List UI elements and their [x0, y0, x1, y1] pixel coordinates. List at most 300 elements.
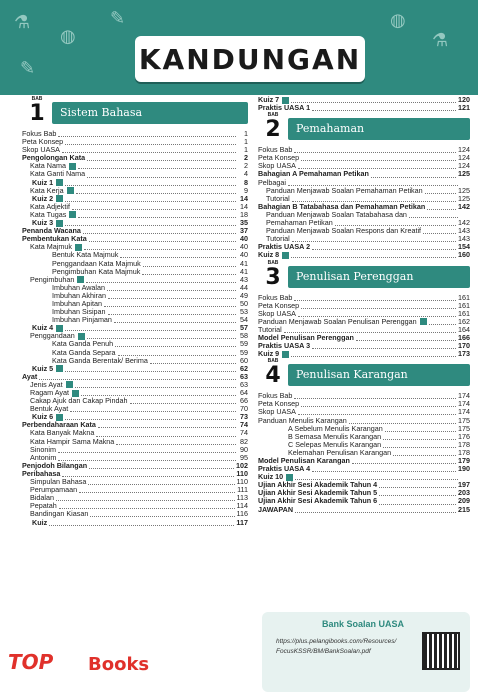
toc-entry-title: Kata Hampir Sama Makna: [30, 436, 115, 446]
toc-entry-page: 44: [240, 282, 248, 292]
dot-leader: [87, 172, 236, 178]
qr-code-icon[interactable]: [282, 252, 289, 259]
toc-entry[interactable]: [258, 350, 470, 358]
bab-label: BAB: [31, 96, 43, 102]
bab-number-box: [262, 112, 284, 144]
qr-code-icon[interactable]: [420, 318, 427, 325]
toc-entry-page: 60: [240, 355, 248, 365]
dot-leader: [352, 458, 456, 464]
qr-code-icon[interactable]: [56, 365, 63, 372]
toc-entry[interactable]: [258, 243, 470, 251]
toc-entry-page: 40: [240, 242, 248, 252]
dot-leader: [288, 180, 458, 186]
toc-entry-page: 110: [236, 468, 248, 478]
dot-leader: [301, 303, 456, 309]
toc-entry-page: 111: [237, 485, 248, 495]
toc-entry-page: 53: [240, 307, 248, 317]
toc-entry-title: Pemahaman Petikan: [266, 218, 333, 228]
toc-entry-page: 197: [458, 480, 470, 490]
dot-leader: [108, 309, 236, 315]
toc-entry-title: Skop UASA: [258, 407, 296, 417]
dot-leader: [65, 196, 236, 202]
toc-entry-title: Perumpamaan: [30, 485, 78, 495]
bab-number-box: [262, 260, 284, 292]
toc-entry[interactable]: [22, 405, 248, 413]
toc-entry-page: 142: [458, 218, 470, 228]
bab-header-3: [258, 259, 470, 290]
toc-entry-title: Kata Banyak Makna: [30, 428, 95, 438]
toc-entry-title: Fokus Bab: [258, 391, 293, 401]
dot-leader: [292, 236, 456, 242]
dot-leader: [385, 426, 456, 432]
toc-entry-title: Penanda Wacana: [22, 226, 81, 236]
toc-entry-page: 35: [240, 218, 248, 228]
toc-entry-title: Bahagian B Tatabahasa dan Pemahaman Petikan: [258, 201, 426, 211]
pencil-icon: ✎: [110, 8, 126, 29]
dot-leader: [79, 487, 235, 493]
dot-leader: [294, 393, 456, 399]
bab-label: BAB: [267, 112, 279, 119]
dot-leader: [90, 511, 234, 517]
dot-leader: [108, 293, 236, 299]
toc-entry-title: Antonim: [30, 452, 57, 462]
toc-entry-page: 124: [458, 153, 470, 163]
left-column: [22, 96, 248, 527]
toc-entry-title: Bandingan Kiasan: [30, 509, 89, 519]
toc-entry-page: 49: [240, 290, 248, 300]
toc-entry-title: Fokus Bab: [258, 292, 293, 302]
bank-url-line2[interactable]: FocusKSSR/BM/BankSoalan.pdf: [276, 648, 371, 655]
toc-entry-title: Pepatah: [30, 501, 57, 511]
toc-entry-page: 190: [458, 464, 470, 474]
toc-entry-page: 95: [240, 452, 248, 462]
page-title: KANDUNGAN: [138, 42, 362, 76]
dot-leader: [65, 220, 236, 226]
dot-leader: [65, 366, 236, 372]
bab-title: Sistem Bahasa: [52, 102, 248, 124]
toc-entry-title: Fokus Bab: [258, 145, 293, 155]
dot-leader: [312, 244, 456, 250]
bab-title: Pemahaman: [288, 118, 470, 140]
toc-entry-page: 63: [240, 371, 248, 381]
toc-entry-page: 178: [458, 447, 470, 457]
pencil-icon: ✎: [20, 58, 36, 79]
toc-entry-title: Pembentukan Kata: [22, 234, 87, 244]
dot-leader: [58, 447, 236, 453]
logo-books: Books: [88, 654, 150, 675]
toc-entry-title: Ujian Akhir Sesi Akademik Tahun 4: [258, 480, 378, 490]
dot-leader: [56, 495, 235, 501]
dot-leader: [89, 463, 234, 469]
toc-entry-page: 1: [244, 129, 248, 138]
dot-leader: [118, 350, 236, 356]
toc-entry[interactable]: [258, 170, 470, 178]
toc-entry-title: Bidalan: [30, 493, 54, 503]
toc-entry-title: Kuiz 6: [32, 412, 54, 422]
dot-leader: [58, 131, 236, 137]
toc-entry[interactable]: [22, 486, 248, 494]
bank-title: Bank Soalan UASA: [322, 619, 405, 629]
dot-leader: [294, 295, 456, 301]
dot-leader: [78, 212, 236, 218]
toc-entry-page: 40: [240, 234, 248, 244]
dot-leader: [312, 105, 456, 111]
toc-entry-title: Pengimbuhan: [30, 274, 75, 284]
dot-leader: [429, 319, 456, 325]
toc-entry-page: 1: [244, 145, 248, 155]
dot-leader: [312, 466, 456, 472]
toc-entry-title: Skop UASA: [258, 161, 296, 171]
toc-entry-page: 162: [458, 316, 470, 326]
toc-entry-title: Bentuk Kata Majmuk: [52, 250, 119, 260]
toc-entry-page: 57: [240, 323, 248, 333]
bab-header-1: [22, 96, 248, 126]
toc-entry[interactable]: [258, 506, 470, 514]
toc-entry-page: 110: [236, 477, 248, 487]
toc-entry-page: 160: [458, 250, 470, 260]
toc-entry-title: Perbendaharaan Kata: [22, 420, 96, 430]
toc-entry-page: 9: [244, 185, 248, 195]
toc-entry-title: Bahagian A Pemahaman Petikan: [258, 169, 369, 179]
toc-entry-title: Model Penulisan Karangan: [258, 456, 350, 465]
toc-entry-page: 125: [458, 193, 470, 203]
toc-entry[interactable]: [22, 365, 248, 373]
bab-number: 3: [265, 264, 281, 290]
toc-entry-title: Praktis UASA 3: [258, 341, 311, 351]
dot-leader: [292, 196, 456, 202]
dot-leader: [86, 277, 236, 283]
toc-entry-page: 37: [240, 226, 248, 236]
toc-entry[interactable]: [258, 104, 470, 112]
dot-leader: [107, 285, 236, 291]
toc-entry-page: 215: [458, 504, 470, 514]
toc-entry-title: Panduan Menjawab Soalan Pemahaman Petikan: [266, 185, 423, 195]
toc-entry[interactable]: [258, 318, 470, 326]
toc-entry-page: 70: [240, 404, 248, 414]
toc-entry[interactable]: [22, 357, 248, 365]
flask-icon: ⚗: [432, 30, 449, 51]
dot-leader: [104, 301, 236, 307]
toc-entry-page: 4: [244, 169, 248, 179]
toc-entry[interactable]: [22, 211, 248, 219]
bab-title: Penulisan Karangan: [288, 364, 470, 386]
toc-entry-title: Sinonim: [30, 444, 56, 454]
toc-entry-page: 58: [240, 331, 248, 341]
toc-entry-page: 73: [240, 412, 248, 422]
toc-entry-page: 114: [236, 501, 248, 511]
toc-entry-title: Penggandaan Kata Majmuk: [52, 258, 141, 268]
dot-leader: [425, 188, 456, 194]
toc-entry-page: 161: [458, 292, 470, 302]
toc-entry-title: Kuiz 1: [32, 177, 54, 187]
dot-leader: [62, 147, 236, 153]
logo-top: TOP: [8, 650, 54, 674]
dot-leader: [76, 188, 236, 194]
dot-leader: [409, 212, 458, 218]
toc-entry-title: Kata Adjektif: [30, 201, 70, 211]
toc-entry-page: 18: [240, 209, 248, 219]
dot-leader: [291, 351, 456, 357]
toc-entry-title: Kata Ganda Separa: [52, 347, 116, 357]
dot-leader: [72, 204, 236, 210]
toc-entry-page: 178: [458, 439, 470, 449]
dot-leader: [89, 236, 236, 242]
toc-entry-title: Kuiz 2: [32, 193, 54, 203]
dot-leader: [70, 406, 236, 412]
dot-leader: [114, 317, 236, 323]
toc-entry-page: 8: [244, 177, 248, 187]
dot-leader: [75, 382, 236, 388]
dot-leader: [379, 499, 456, 505]
qr-code-icon[interactable]: [422, 632, 460, 670]
toc-entry-title: Penjodoh Bilangan: [22, 460, 88, 470]
toc-entry-page: 1: [244, 137, 248, 147]
dot-leader: [291, 252, 456, 258]
toc-entry-page: 43: [240, 274, 248, 284]
toc-entry-title: Kuiz 7: [258, 95, 280, 104]
toc-entry-title: C Selepas Menulis Karangan: [288, 439, 382, 449]
toc-entry-title: Panduan Menulis Karangan: [258, 415, 347, 425]
toc-list: [258, 146, 470, 259]
toc-entry-page: 59: [240, 339, 248, 349]
toc-entry-title: Panduan Menjawab Soalan Respons dan Kreatif: [266, 226, 422, 236]
dot-leader: [383, 434, 456, 440]
toc-entry[interactable]: [258, 342, 470, 350]
qr-code-icon[interactable]: [67, 187, 74, 194]
toc-entry-title: Penggandaan: [30, 331, 75, 341]
dot-leader: [298, 409, 456, 415]
bab-label: BAB: [267, 259, 279, 266]
toc-entry-title: Jenis Ayat: [30, 379, 63, 389]
dot-leader: [62, 471, 234, 477]
bab-number: 1: [29, 101, 45, 126]
bab-label: BAB: [267, 358, 279, 365]
toc-entry-page: 14: [240, 193, 248, 203]
dot-leader: [96, 431, 236, 437]
toc-entry-page: 113: [236, 493, 248, 503]
toc-entry-title: Imbuhan Pinjaman: [52, 315, 112, 325]
toc-entry-title: Ujian Akhir Sesi Akademik Tahun 6: [258, 496, 378, 506]
dot-leader: [312, 343, 456, 349]
toc-entry-page: 2: [244, 153, 248, 163]
toc-entry-title: Pelbagai: [258, 177, 286, 187]
header-banner: [0, 0, 478, 95]
toc-entry-page: 74: [240, 428, 248, 438]
toc-entry[interactable]: [22, 510, 248, 518]
toc-entry-page: 14: [240, 201, 248, 211]
dot-leader: [349, 418, 456, 424]
dot-leader: [142, 269, 236, 275]
toc-entry-page: 179: [458, 456, 470, 465]
globe-icon: ◍: [390, 10, 406, 31]
dot-leader: [88, 479, 234, 485]
toc-entry[interactable]: [22, 519, 248, 527]
toc-entry-page: 90: [240, 444, 248, 454]
toc-entry-page: 120: [458, 95, 470, 104]
toc-entry-title: Bentuk Ayat: [30, 404, 69, 414]
toc-entry-page: 174: [458, 399, 470, 409]
dot-leader: [356, 335, 456, 341]
toc-entry-page: 125: [458, 169, 470, 179]
toc-entry-page: 59: [240, 347, 248, 357]
bab-number: 4: [265, 363, 281, 389]
toc-entry-title: Kata Nama: [30, 161, 66, 171]
dot-leader: [301, 401, 456, 407]
toc-entry-page: 161: [458, 300, 470, 310]
toc-entry-page: 173: [458, 349, 470, 359]
toc-entry-title: Kuiz 9: [258, 349, 280, 359]
toc-entry-page: 62: [240, 363, 248, 373]
toc-entry-title: Fokus Bab: [22, 129, 57, 138]
dot-leader: [295, 507, 456, 513]
toc-entry-page: 117: [236, 517, 248, 527]
dot-leader: [116, 439, 236, 445]
dot-leader: [58, 455, 236, 461]
dot-leader: [427, 204, 456, 210]
toc-entry-title: Kuiz 10: [258, 472, 284, 482]
toc-entry-title: Ujian Akhir Sesi Akademik Tahun 5: [258, 488, 378, 498]
toc-entry-title: Kuiz 5: [32, 363, 54, 373]
toc-entry-title: Skop UASA: [258, 308, 296, 318]
dot-leader: [298, 311, 456, 317]
flask-icon: ⚗: [14, 12, 31, 33]
toc-entry-title: Imbuhan Apitan: [52, 298, 102, 308]
toc-entry-title: Skop UASA: [22, 145, 60, 155]
dot-leader: [371, 172, 456, 178]
toc-entry-page: 63: [240, 379, 248, 389]
dot-leader: [87, 155, 236, 161]
toc-entry-page: 166: [458, 332, 470, 342]
dot-leader: [49, 520, 234, 526]
toc-entry-title: Praktis UASA 2: [258, 242, 311, 252]
bab-number-box: [26, 96, 48, 128]
toc-entry-title: Kata Ganda Penuh: [52, 339, 114, 349]
toc-entry-page: 142: [458, 201, 470, 211]
toc-entry-page: 102: [236, 460, 248, 470]
title-box: [135, 36, 365, 82]
toc-entry[interactable]: [258, 465, 470, 473]
toc-list: [258, 294, 470, 359]
dot-leader: [78, 163, 236, 169]
toc-entry-title: Kata Tugas: [30, 209, 67, 219]
dot-leader: [393, 450, 456, 456]
toc-entry-page: 164: [458, 324, 470, 334]
dot-leader: [65, 180, 236, 186]
qr-code-icon[interactable]: [69, 211, 76, 218]
toc-entry-title: Peta Konsep: [22, 137, 64, 147]
dot-leader: [65, 139, 236, 145]
toc-entry[interactable]: [22, 187, 248, 195]
toc-entry-page: 176: [458, 431, 470, 441]
toc-entry-page: 124: [458, 145, 470, 155]
bab-header-4: [258, 358, 470, 389]
dot-leader: [98, 422, 236, 428]
bab-number-box: [262, 358, 284, 390]
toc-entry-page: 175: [458, 423, 470, 433]
toc-entry-title: B Semasa Menulis Karangan: [288, 431, 382, 441]
toc-entry-page: 2: [244, 161, 248, 171]
toc-entry-page: 174: [458, 407, 470, 417]
dot-leader: [143, 261, 236, 267]
toc-entry-title: Kuiz 4: [32, 323, 54, 333]
bab-header-2: [258, 112, 470, 143]
dot-leader: [379, 482, 456, 488]
toc-entry-title: Kata Kerja: [30, 185, 64, 195]
toc-entry-page: 121: [458, 103, 470, 113]
toc-entry-title: Ragam Ayat: [30, 388, 70, 397]
toc-entry-title: Peta Konsep: [258, 399, 300, 409]
toc-entry-title: Peta Konsep: [258, 153, 300, 163]
toc-entry-title: Tutorial: [266, 234, 290, 244]
dot-leader: [115, 341, 236, 347]
toc-entry-page: 54: [240, 315, 248, 325]
toc-entry-page: 116: [236, 509, 248, 519]
toc-entry-title: Kata Ganda Berentak/ Berima: [52, 355, 148, 365]
qr-code-icon[interactable]: [282, 351, 289, 358]
toc-list: [258, 96, 470, 112]
right-column: [258, 96, 470, 514]
toc-entry-title: Pengimbuhan Kata Majmuk: [52, 266, 141, 276]
toc-entry-title: Praktis UASA 1: [258, 103, 311, 113]
toc-entry-page: 40: [240, 250, 248, 260]
toc-entry-page: 74: [240, 420, 248, 430]
toc-entry-page: 125: [458, 185, 470, 195]
toc-entry-title: Model Penulisan Perenggan: [258, 332, 354, 342]
toc-entry[interactable]: [22, 316, 248, 324]
publisher-logo: [8, 650, 150, 675]
toc-entry-page: 170: [458, 341, 470, 351]
dot-leader: [83, 228, 236, 234]
bank-soalan-box: [262, 612, 470, 692]
dot-leader: [120, 252, 236, 258]
toc-entry-title: Imbuhan Awalan: [52, 282, 106, 292]
dot-leader: [423, 228, 456, 234]
toc-entry-title: Tutorial: [266, 193, 290, 203]
toc-entry-title: Peta Konsep: [258, 300, 300, 310]
dot-leader: [294, 147, 456, 153]
toc-entry-page: 203: [458, 488, 470, 498]
bank-url-line1[interactable]: https://plus.pelangibooks.com/Resources/: [276, 638, 397, 645]
toc-entry-page: 124: [458, 161, 470, 171]
toc-entry-page: 143: [458, 234, 470, 244]
dot-leader: [379, 490, 456, 496]
toc-entry-title: Kuiz 3: [32, 218, 54, 228]
toc-entry-page: 209: [458, 496, 470, 506]
toc-entry[interactable]: [258, 251, 470, 259]
toc-entry-page: 143: [458, 226, 470, 236]
toc-entry-title: A Sebelum Menulis Karangan: [288, 423, 383, 433]
toc-entry-title: Pengolongan Kata: [22, 153, 86, 163]
toc-entry-title: Peribahasa: [22, 468, 61, 478]
toc-entry-page: 64: [240, 388, 248, 397]
toc-entry-title: Ayat: [22, 371, 38, 381]
toc-list: [22, 130, 248, 527]
toc-entry-title: Kelemahan Penulisan Karangan: [288, 447, 392, 457]
toc-entry[interactable]: [22, 170, 248, 178]
toc-entry-page: 82: [240, 436, 248, 446]
toc-entry-page: 174: [458, 391, 470, 401]
dot-leader: [291, 97, 456, 103]
dot-leader: [383, 442, 456, 448]
toc-entry-page: 154: [458, 242, 470, 252]
toc-entry-title: Imbuhan Akhiran: [52, 290, 106, 300]
globe-icon: ◍: [60, 26, 76, 47]
bab-number: 2: [265, 117, 281, 143]
toc-entry-title: Simpulan Bahasa: [30, 477, 87, 487]
toc-entry-title: Kuiz 8: [258, 250, 280, 260]
toc-entry-title: Cakap Ajuk dan Cakap Pindah: [30, 396, 128, 406]
toc-entry-page: 66: [240, 396, 248, 406]
